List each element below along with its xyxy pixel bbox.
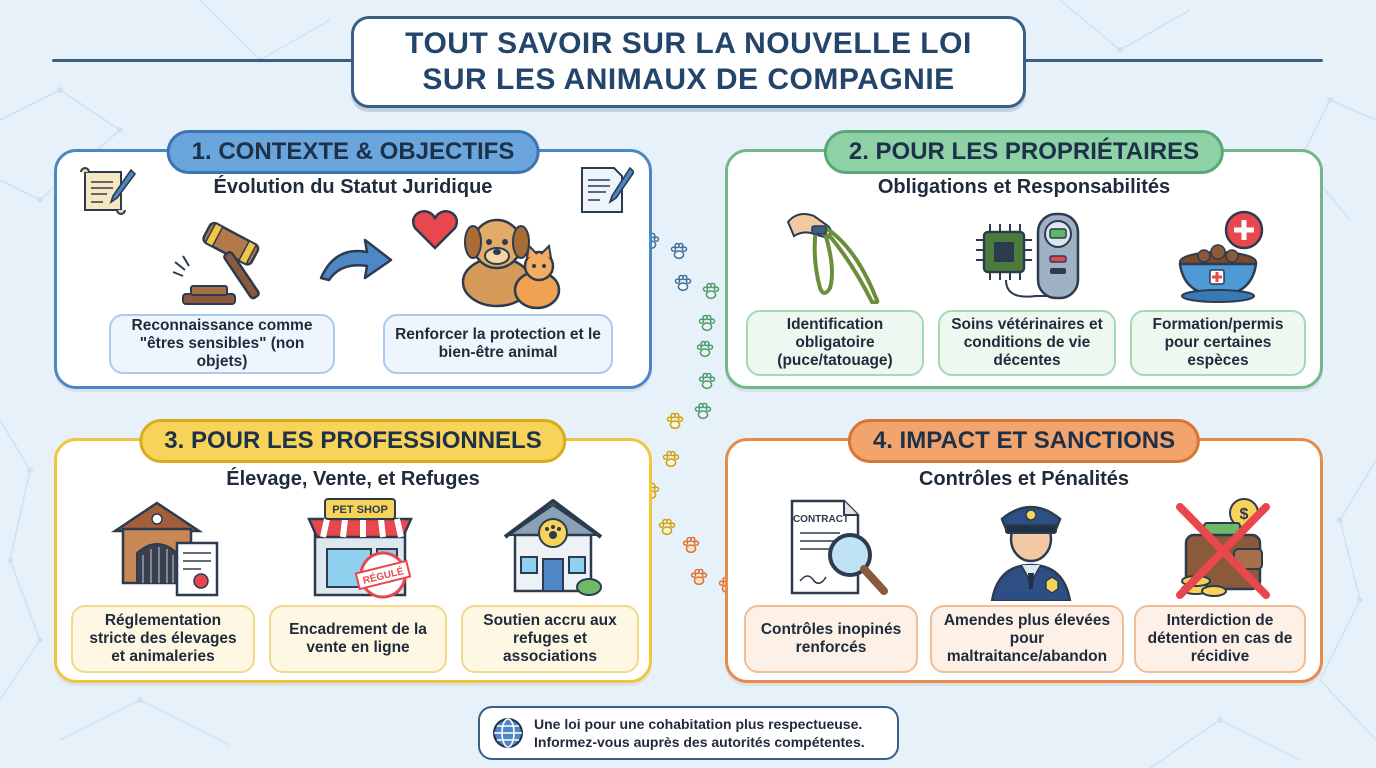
- paw-icon: [688, 566, 710, 588]
- item-protection-welfare: Renforcer la protection et le bien-être animal: [383, 314, 613, 374]
- scroll-quill-icon: [77, 166, 137, 216]
- section-impact-sanctions: [725, 427, 1323, 683]
- paw-icon: [656, 516, 678, 538]
- paw-icon: [696, 370, 718, 392]
- item-ownership-ban: Interdiction de détention en cas de récidive: [1134, 605, 1306, 673]
- police-officer-icon: [976, 495, 1086, 601]
- shelter-house-icon: [501, 497, 605, 597]
- regule-stamp: RÉGULÉ: [361, 566, 405, 587]
- item-higher-fines: Amendes plus élevées pour maltraitance/abandon: [930, 605, 1124, 673]
- section-2-header: 2. POUR LES PROPRIÉTAIRES: [824, 130, 1224, 174]
- shop-sign: PET SHOP: [332, 504, 388, 516]
- gavel-icon: [169, 214, 299, 306]
- title-rule-right: [1020, 59, 1323, 62]
- item-breeding-regulation: Réglementation stricte des élevages et animaleries: [71, 605, 255, 673]
- item-vet-care: Soins vétérinaires et conditions de vie décentes: [938, 310, 1116, 376]
- section-3-header: 3. POUR LES PROFESSIONNELS: [139, 419, 566, 463]
- item-shelter-support: Soutien accru aux refuges et associations: [461, 605, 639, 673]
- paw-icon: [672, 272, 694, 294]
- kennel-certificate-icon: [111, 499, 223, 599]
- globe-icon: [492, 717, 524, 749]
- crossed-wallet-icon: [1174, 497, 1274, 601]
- section-2-subtitle: Obligations et Responsabilités: [877, 176, 1171, 198]
- arrow-right-icon: [315, 232, 395, 286]
- svg-text:$: $: [1239, 506, 1249, 523]
- title-banner: [351, 16, 1026, 108]
- item-sentient-beings: Reconnaissance comme "êtres sensibles" (non objets): [109, 314, 335, 374]
- paw-icon: [664, 410, 686, 432]
- section-3-subtitle: Élevage, Vente, et Refuges: [226, 468, 480, 490]
- section-1-header: 1. CONTEXTE & OBJECTIFS: [167, 130, 540, 174]
- section-4-header: 4. IMPACT ET SANCTIONS: [848, 419, 1200, 463]
- section-1-subtitle: Évolution du Statut Juridique: [213, 176, 493, 198]
- contract-label: CONTRACT: [792, 514, 850, 525]
- document-pen-icon: [572, 164, 634, 216]
- paw-icon: [660, 448, 682, 470]
- section-4-subtitle: Contrôles et Pénalités: [918, 468, 1130, 490]
- paw-icon: [680, 534, 702, 556]
- contract-magnifier-icon: [788, 497, 894, 601]
- pet-bowl-icon: [1174, 208, 1270, 304]
- title-line-2: SUR LES ANIMAUX DE COMPAGNIE: [422, 63, 955, 96]
- paw-icon: [696, 312, 718, 334]
- section-context-objectives: [54, 138, 652, 389]
- paw-icon: [692, 400, 714, 422]
- paw-icon: [700, 280, 722, 302]
- item-identification: Identification obligatoire (puce/tatouage): [746, 310, 924, 376]
- dog-and-cat-icon: [405, 206, 565, 310]
- pet-shop-icon: [305, 497, 415, 601]
- microchip-scanner-icon: [976, 210, 1086, 304]
- item-unannounced-checks: Contrôles inopinés renforcés: [744, 605, 918, 673]
- title-line-1: TOUT SAVOIR SUR LA NOUVELLE LOI: [405, 27, 972, 60]
- title-rule-left: [52, 59, 357, 62]
- footer-line-2: Informez-vous auprès des autorités compétentes.: [534, 734, 865, 750]
- paw-icon: [694, 338, 716, 360]
- footer-note: [478, 706, 899, 760]
- paw-icon: [668, 240, 690, 262]
- footer-line-1: Une loi pour une cohabitation plus respectueuse.: [534, 716, 863, 732]
- section-owners: [725, 138, 1323, 389]
- leash-icon: [786, 208, 886, 304]
- section-professionals: [54, 427, 652, 683]
- item-online-sales: Encadrement de la vente en ligne: [269, 605, 447, 673]
- item-training-permit: Formation/permis pour certaines espèces: [1130, 310, 1306, 376]
